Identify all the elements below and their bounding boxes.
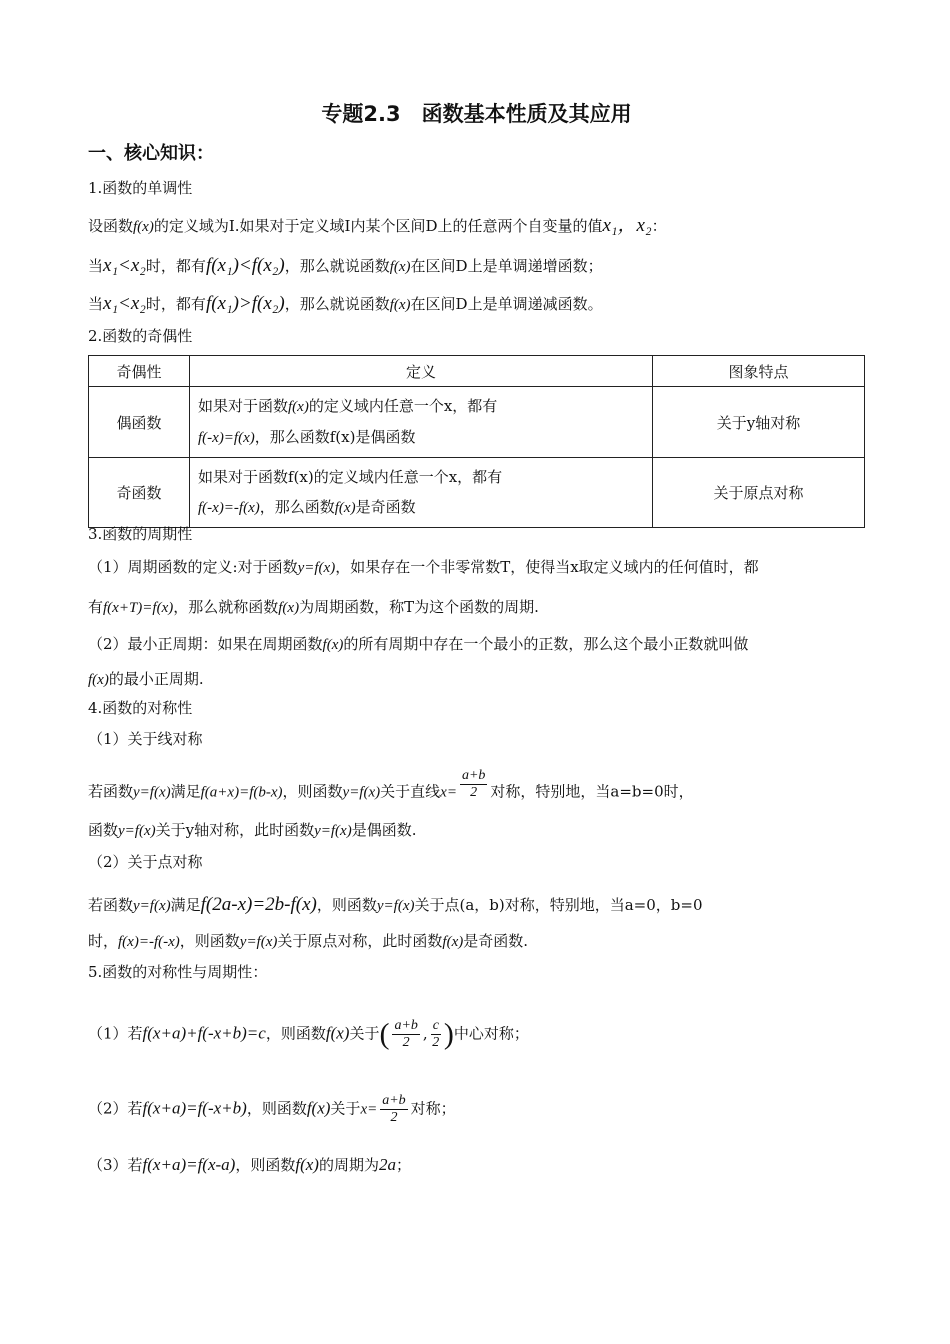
parity-table <box>88 355 865 528</box>
table-cell: 关于y轴对称 <box>653 387 865 458</box>
point-symmetry: 若函数y=f(x)满足f(2a-x)=2b-f(x)，则函数y=f(x)关于点(a，b)对称，特别地，当a=0，b=0 <box>88 894 703 915</box>
line-symmetry: 若函数y=f(x)满足f(a+x)=f(b-x)，则函数y=f(x)关于直线x= $\frac{a+b}{2}$ 对称，特别地，当a=b=0时， <box>88 768 694 801</box>
table-header: 定义 <box>190 356 653 387</box>
heading-symmetry-period: 5.函数的对称性与周期性： <box>88 963 268 981</box>
section-heading: 一、核心知识： <box>88 143 214 164</box>
table-row <box>89 458 865 528</box>
heading-parity: 2.函数的奇偶性 <box>88 327 193 345</box>
table-header: 图象特点 <box>653 356 865 387</box>
fraction: $\frac{c}{2}$ <box>432 1018 440 1050</box>
fraction: $\frac{a+b}{2}$ <box>394 1018 418 1050</box>
item-period: （3）若f(x+a)=f(x-a)，则函数f(x)的周期为2a； <box>88 1155 411 1174</box>
table-header-row <box>89 356 865 387</box>
period-definition: （1）周期函数的定义:对于函数y=f(x)，如果存在一个非零常数T，使得当x取定义域内的任何值时，都 <box>88 558 759 576</box>
table-cell: 关于原点对称 <box>653 458 865 528</box>
period-definition-cont: 有f(x+T)=f(x)，那么就称函数f(x)为周期函数，称T为这个函数的周期. <box>88 598 539 616</box>
mono-decreasing: 当x₁<x₂时，都有f(x₁)>f(x₂)，那么就说函数f(x)在区间D上是单调递减函数。 <box>88 293 603 314</box>
min-period: （2）最小正周期：如果在周期函数f(x)的所有周期中存在一个最小的正数，那么这个最小正数就叫做 <box>88 635 749 653</box>
min-period-cont: f(x)的最小正周期. <box>88 670 204 688</box>
mono-increasing: 当x₁<x₂时，都有f(x₁)<f(x₂)，那么就说函数f(x)在区间D上是单调递增函数； <box>88 255 603 276</box>
table-cell-definition: 如果对于函数f(x)的定义域内任意一个x，都有 f(-x)=-f(x)，那么函数f(x)是奇函数 <box>190 458 653 528</box>
point-symmetry-sub: （2）关于点对称 <box>88 853 203 871</box>
page-title: 专题2.3 函数基本性质及其应用 <box>321 102 632 126</box>
table-cell-definition: 如果对于函数f(x)的定义域内任意一个x，都有 f(-x)=f(x)，那么函数f(x)是偶函数 <box>190 387 653 458</box>
fraction: $\frac{a+b}{2}$ <box>461 768 486 800</box>
table-cell: 偶函数 <box>89 387 190 458</box>
mono-definition: 设函数f(x)的定义域为I.如果对于定义域I内某个区间D上的任意两个自变量的值x₁，x₂： <box>88 215 667 236</box>
item-axis-symmetry: （2）若f(x+a)=f(-x+b)，则函数f(x)关于x= $\frac{a+b}{2}$ 对称； <box>88 1093 456 1125</box>
table-row <box>89 387 865 458</box>
heading-monotonicity: 1.函数的单调性 <box>88 179 193 197</box>
line-symmetry-special: 函数y=f(x)关于y轴对称，此时函数y=f(x)是偶函数. <box>88 821 417 839</box>
item-center-symmetry: （1）若f(x+a)+f(-x+b)=c，则函数f(x)关于( $\frac{a+b}{2}$ , $\frac{c}{2}$ )中心对称； <box>88 1017 529 1051</box>
table-header: 奇偶性 <box>89 356 190 387</box>
fraction: $\frac{a+b}{2}$ <box>382 1093 406 1125</box>
point-symmetry-special: 时，f(x)=-f(-x)，则函数y=f(x)关于原点对称，此时函数f(x)是奇函数. <box>88 932 529 950</box>
heading-symmetry: 4.函数的对称性 <box>88 699 193 717</box>
heading-period: 3.函数的周期性 <box>88 525 193 543</box>
table-cell: 奇函数 <box>89 458 190 528</box>
line-symmetry-sub: （1）关于线对称 <box>88 730 203 748</box>
